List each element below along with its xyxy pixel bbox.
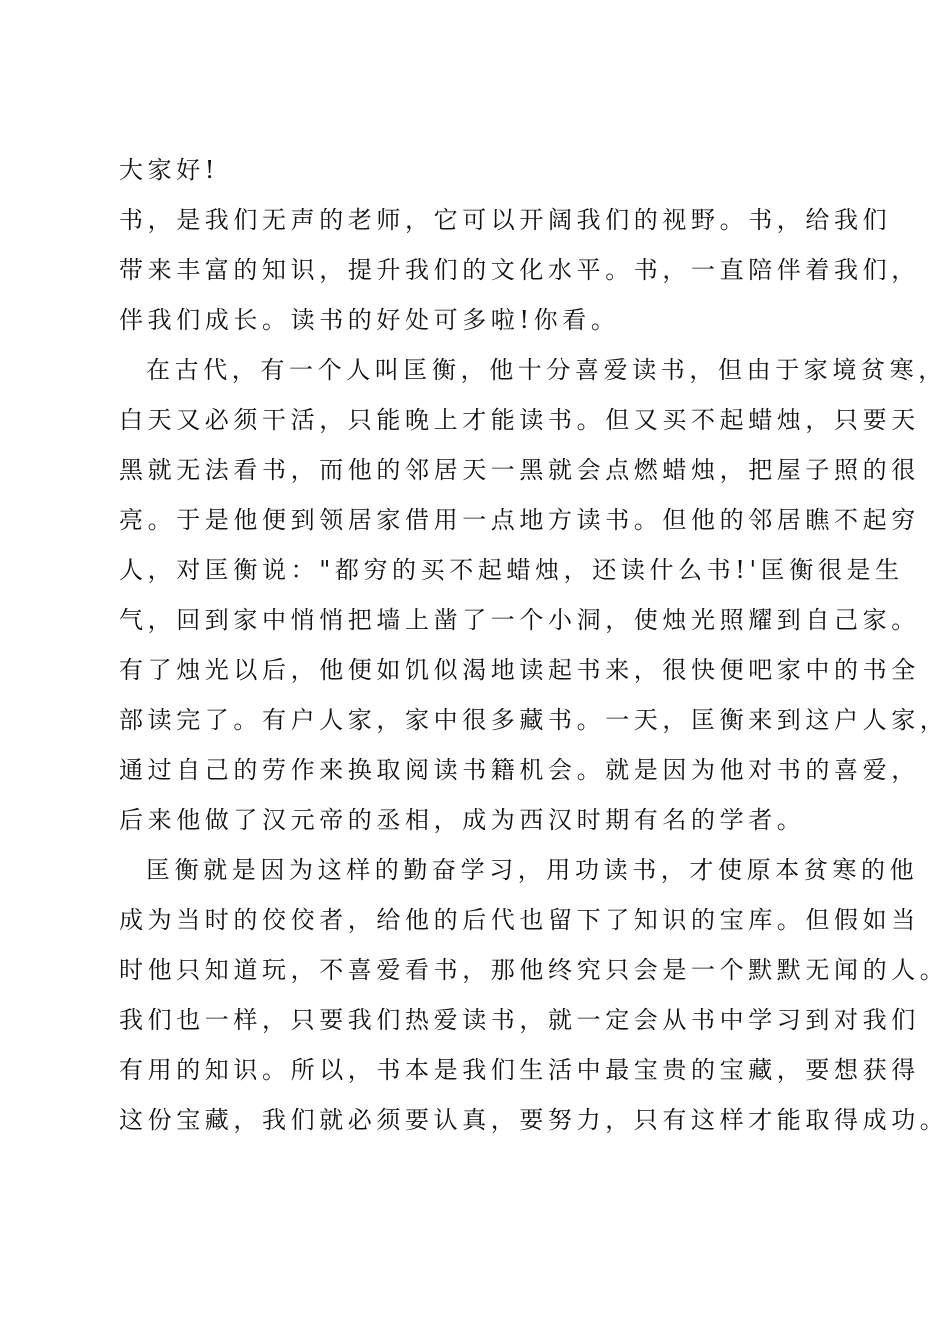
paragraph-3-line-5: 有用的知识。所以，书本是我们生活中最宝贵的宝藏，要想获得 <box>119 1056 920 1084</box>
paragraph-2-line-10: 后来他做了汉元帝的丞相，成为西汉时期有名的学者。 <box>119 806 806 834</box>
paragraph-1-line-1: 书，是我们无声的老师，它可以开阔我们的视野。书，给我们 <box>119 206 892 234</box>
paragraph-1-line-2: 带来丰富的知识，提升我们的文化水平。书，一直陪伴着我们， <box>119 256 920 284</box>
paragraph-2-line-1: 在古代，有一个人叫匡衡，他十分喜爱读书，但由于家境贫寒， <box>146 356 947 384</box>
paragraph-2-line-9: 通过自己的劳作来换取阅读书籍机会。就是因为他对书的喜爱， <box>119 756 920 784</box>
paragraph-2-line-4: 亮。于是他便到领居家借用一点地方读书。但他的邻居瞧不起穷 <box>119 506 920 534</box>
paragraph-3-line-1: 匡衡就是因为这样的勤奋学习，用功读书，才使原本贫寒的他 <box>146 856 919 884</box>
paragraph-2-line-2: 白天又必须干活，只能晚上才能读书。但又买不起蜡烛，只要天 <box>119 406 920 434</box>
paragraph-2-line-7: 有了烛光以后，他便如饥似渴地读起书来，很快便吧家中的书全 <box>119 656 920 684</box>
paragraph-3-line-4: 我们也一样，只要我们热爱读书，就一定会从书中学习到对我们 <box>119 1006 920 1034</box>
paragraph-1-line-3: 伴我们成长。读书的好处可多啦!你看。 <box>119 306 620 334</box>
paragraph-3-line-2: 成为当时的佼佼者，给他的后代也留下了知识的宝库。但假如当 <box>119 906 920 934</box>
greeting-line: 大家好! <box>119 156 220 184</box>
paragraph-3-line-3: 时他只知道玩，不喜爱看书，那他终究只会是一个默默无闻的人。 <box>119 956 949 984</box>
paragraph-2-line-5: 人，对匡衡说："都穷的买不起蜡烛，还读什么书!'匡衡很是生 <box>119 556 904 584</box>
paragraph-2-line-3: 黑就无法看书，而他的邻居天一黑就会点燃蜡烛，把屋子照的很 <box>119 456 920 484</box>
paragraph-2-line-8: 部读完了。有户人家，家中很多藏书。一天，匡衡来到这户人家， <box>119 706 949 734</box>
paragraph-3-line-6: 这份宝藏，我们就必须要认真，要努力，只有这样才能取得成功。 <box>119 1106 949 1134</box>
paragraph-2-line-6: 气，回到家中悄悄把墙上凿了一个小洞，使烛光照耀到自己家。 <box>119 606 920 634</box>
